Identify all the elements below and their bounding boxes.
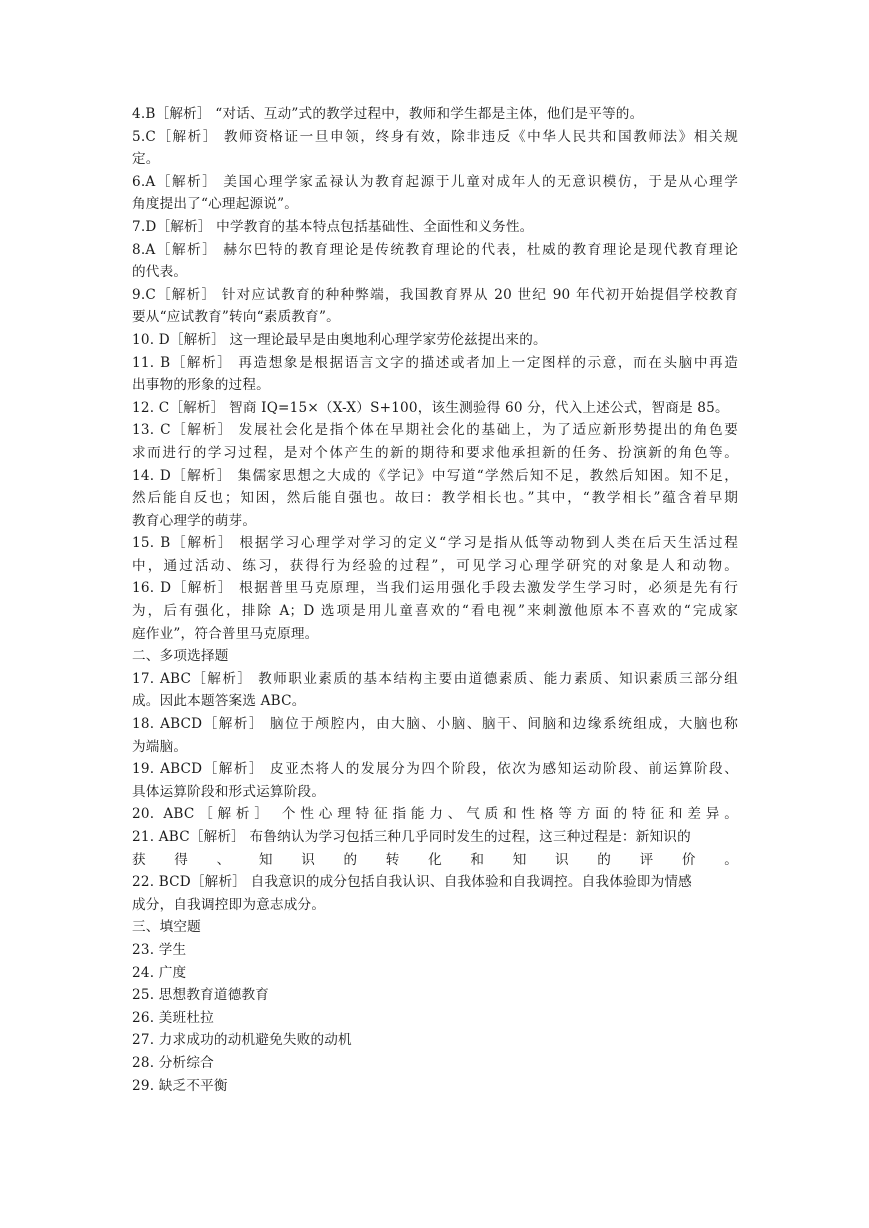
text-line: 5.C［解析］ 教师资格证一旦申领，终身有效，除非违反《中华人民共和国教师法》相关规 (132, 128, 738, 145)
fill-blank-answer: 26. 美班杜拉 (132, 1009, 214, 1026)
fill-blank-answer: 29. 缺乏不平衡 (132, 1077, 228, 1094)
text-line: 13. C［解析］ 发展社会化是指个体在早期社会化的基础上，为了适应新形势提出的角色要 (132, 422, 738, 439)
text-line: 获得、知识的转化和知识的评价。 (132, 851, 738, 868)
text-line: 具体运算阶段和形式运算阶段。 (132, 783, 326, 800)
text-line: 11. B［解析］ 再造想象是根据语言文字的描述或者加上一定图样的示意，而在头脑中再造 (132, 354, 738, 371)
text-line: 成分，自我调控即为意志成分。 (132, 896, 326, 913)
text-line: 庭作业”，符合普里马克原理。 (132, 625, 319, 642)
text-line: 8.A［解析］ 赫尔巴特的教育理论是传统教育理论的代表，杜威的教育理论是现代教育理论 (132, 241, 738, 258)
text-line: 20. ABC［解析］ 个性心理特征指能力、气质和性格等方面的特征和差异。 (132, 806, 738, 823)
text-line: 9.C［解析］ 针对应试教育的种种弊端，我国教育界从 20 世纪 90 年代初开始提倡学校教育 (132, 286, 738, 303)
text-line: 19. ABCD［解析］ 皮亚杰将人的发展分为四个阶段，依次为感知运动阶段、前运算阶段、 (132, 761, 738, 778)
text-line: 14. D［解析］ 集儒家思想之大成的《学记》中写道“学然后知不足，教然后知困。知不足， (132, 467, 738, 484)
text-line: 18. ABCD［解析］ 脑位于颅腔内，由大脑、小脑、脑干、间脑和边缘系统组成，大脑也称 (132, 716, 738, 733)
text-line: 16. D［解析］ 根据普里马克原理，当我们运用强化手段去激发学生学习时，必须是先有行 (132, 580, 738, 597)
text-line: 4.B［解析］ “对话、互动”式的教学过程中，教师和学生都是主体，他们是平等的。 (132, 106, 644, 122)
text-line: 10. D［解析］ 这一理论最早是由奥地利心理学家劳伦兹提出来的。 (132, 331, 547, 348)
text-line: 6.A［解析］ 美国心理学家孟禄认为教育起源于儿童对成年人的无意识模仿，于是从心理学 (132, 173, 738, 190)
fill-blank-answer: 28. 分析综合 (132, 1054, 214, 1071)
fill-blank-answer: 23. 学生 (132, 941, 187, 958)
text-line: 要从“应试教育”转向“素质教育”。 (132, 309, 340, 326)
fill-blank-answer: 27. 力求成功的动机避免失败的动机 (132, 1032, 352, 1049)
text-line: 求而进行的学习过程，是对个体产生的新的期待和要求他承担新的任务、扮演新的角色等。 (132, 444, 738, 461)
text-line: 定。 (132, 151, 160, 168)
text-line: 12. C［解析］ 智商 IQ=15×（X-X）S+100，该生测验得 60 分，代入上述公式，智商是 85。 (132, 399, 729, 416)
text-line: 角度提出了“心理起源说”。 (132, 196, 299, 213)
text-line: 7.D［解析］ 中学教育的基本特点包括基础性、全面性和义务性。 (132, 218, 534, 235)
text-line: 成。因此本题答案选 ABC。 (132, 693, 306, 710)
section-heading: 三、填空题 (132, 919, 201, 936)
text-line: 22. BCD［解析］ 自我意识的成分包括自我认识、自我体验和自我调控。自我体验即为情感 (132, 874, 692, 891)
text-line: 教育心理学的萌芽。 (132, 512, 257, 529)
text-line: 21. ABC［解析］ 布鲁纳认为学习包括三种几乎同时发生的过程，这三种过程是：新知识的 (132, 829, 691, 845)
answer-explanations-page (132, 103, 738, 1097)
section-heading: 二、多项选择题 (132, 648, 229, 665)
text-line: 15. B［解析］ 根据学习心理学对学习的定义“学习是指从低等动物到人类在后天生活过程 (132, 535, 738, 552)
text-line: 为，后有强化，排除 A；D 选项是用儿童喜欢的“看电视”来刺激他原本不喜欢的“完成家 (132, 603, 738, 620)
text-line: 中，通过活动、练习，获得行为经验的过程”，可见学习心理学研究的对象是人和动物。 (132, 557, 738, 574)
text-line: 出事物的形象的过程。 (132, 377, 270, 394)
fill-blank-answer: 25. 思想教育道德教育 (132, 987, 270, 1004)
fill-blank-answer: 24. 广度 (132, 964, 187, 981)
text-line: 17. ABC［解析］ 教师职业素质的基本结构主要由道德素质、能力素质、知识素质三部分组 (132, 670, 738, 687)
text-line: 的代表。 (132, 264, 188, 281)
text-line: 为端脑。 (132, 738, 188, 755)
text-line: 然后能自反也；知困，然后能自强也。故曰：教学相长也。”其中，“教学相长”蕴含着早期 (132, 490, 738, 507)
